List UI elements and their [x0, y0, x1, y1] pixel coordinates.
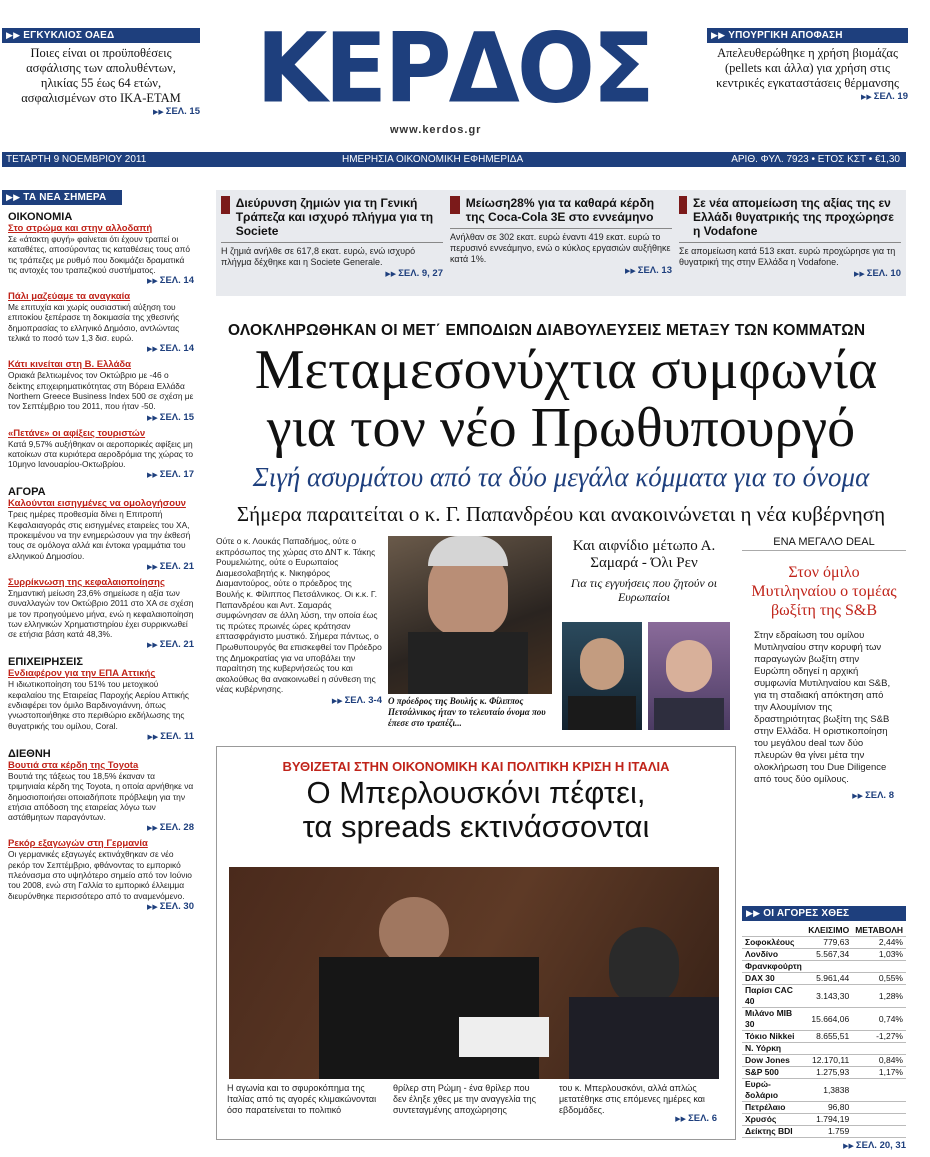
page-ref: ▶▶ ΣΕΛ. 8 [852, 790, 894, 801]
item-headline[interactable]: Στο στρώμα και στην αλλοδαπή [8, 223, 153, 234]
italy-text-col-3: του κ. Μπερλουσκόνι, αλλά απλώς μετατέθηκε στις επόμενες ημέρες και εβδομάδες. [559, 1083, 705, 1115]
deal-story[interactable] [742, 536, 906, 801]
market-change: 0,74% [852, 1008, 906, 1031]
side-title: Και αιφνίδιο μέτωπο Α. Σαμαρά - Όλι Ρεν [572, 538, 716, 571]
item-text: Τρεις ημέρες προθεσμία δίνει η Επιτροπή Κεφαλαιαγοράς στις εισηγμένες εταιρείες του ΧΑ, προκειμένου να την ενημερώσουν για την έκθεσή τους σε ομόλογα αλλά και έντοκα γραμμάτια του ελληνικού Δημοσίου. [8, 509, 191, 561]
paper-subtitle: ΗΜΕΡΗΣΙΑ ΟΙΚΟΝΟΜΙΚΗ ΕΦΗΜΕΡΙΔΑ [342, 154, 524, 165]
lead-deck: Σήμερα παραιτείται ο κ. Γ. Παπανδρέου και ανακοινώνεται η νέα κυβέρνηση [236, 502, 886, 526]
market-close [805, 1043, 852, 1055]
lead-kicker: ΟΛΟΚΛΗΡΩΘΗΚΑΝ ΟΙ ΜΕΤ΄ ΕΜΠΟΔΙΩΝ ΔΙΑΒΟΥΛΕΥΣΕΙΣ ΜΕΤΑΞΥ ΤΩΝ ΚΟΜΜΑΤΩΝ [228, 322, 866, 339]
masthead-title: ΚΕΡΔΟΣ [256, 12, 652, 125]
issue-date: ΤΕΤΑΡΤΗ 9 ΝΟΕΜΒΡΙΟΥ 2011 [6, 154, 147, 165]
box-marker-icon [450, 196, 460, 214]
market-change: 1,03% [852, 949, 906, 961]
box-title: Μείωση28% για τα καθαρά κέρδη της Coca-Cola 3E στο εννεάμηνο [465, 196, 655, 224]
box-text: Σε απομείωση κατά 513 εκατ. ευρώ προχώρησε για τη θυγατρική της στην Ελλάδα η Vodafone. [679, 242, 901, 268]
market-change: 0,84% [852, 1055, 906, 1067]
date-bar [2, 152, 906, 167]
italy-headline-2: τα spreads εκτινάσσονται [302, 809, 650, 844]
page-ref: ▶▶ ΣΕΛ. 3-4 [331, 694, 382, 706]
item-headline[interactable]: Κάτι κινείται στη Β. Ελλάδα [8, 359, 132, 371]
page-ref: ▶▶ ΣΕΛ. 14 [146, 343, 194, 355]
side-subtitle: Για τις εγγυήσεις που ζητούν οι Ευρωπαίοι [570, 576, 718, 604]
markets-label: ▶▶ ΟΙ ΑΓΟΡΕΣ ΧΘΕΣ [742, 906, 906, 921]
page-ref: ▶▶ ΣΕΛ. 9, 27 [385, 268, 443, 279]
italy-kicker: ΒΥΘΙΖΕΤΑΙ ΣΤΗΝ ΟΙΚΟΝΟΜΙΚΗ ΚΑΙ ΠΟΛΙΤΙΚΗ ΚΡΙΣΗ Η ΙΤΑΛΙΑ [282, 759, 670, 774]
market-row [742, 1043, 906, 1055]
item-headline[interactable]: Πάλι μαζεύαμε τα αναγκαία [8, 291, 131, 303]
lead-body [216, 536, 382, 706]
petsalnikos-photo [388, 536, 552, 694]
website: www.kerdos.gr [390, 124, 482, 136]
italy-text-col-2: θρίλερ στη Ρώμη - ένα θρίλερ που δεν έληξε χθες με την αναγγελία της συντεταγμένης αποχώρησης [393, 1083, 536, 1115]
sidebar-item[interactable] [8, 359, 194, 422]
col-change: ΜΕΤΑΒΟΛΗ [852, 925, 906, 937]
page-ref: ▶▶ ΣΕΛ. 19 [860, 91, 908, 102]
sidebar-item[interactable] [8, 211, 194, 286]
page-ref: ▶▶ ΣΕΛ. 11 [147, 730, 194, 742]
market-row [742, 1079, 906, 1102]
market-close: 3.143,30 [805, 985, 852, 1008]
sidebar-item[interactable] [8, 291, 194, 354]
item-text: Με επιτυχία και χωρίς ουσιαστική αύξηση του επιτοκίου ξεπέρασε τη δοκιμασία της χθεσινής δημοπρασίας το ελληνικό Δημόσιο, αντλώντας τελικά το ποσό των 1,3 δισ. ευρώ. [8, 302, 180, 344]
item-text: Οριακά βελτιωμένος τον Οκτώβριο με -46 ο δείκτης επιχειρηματικότητας στη Βόρεια Ελλάδα Northern Greece Business Index 500 σε σχέση με τον Σεπτέμβριο του 2011, που ήταν -50. [8, 370, 194, 412]
sidebar-item[interactable] [8, 748, 194, 833]
market-name: Dow Jones [742, 1055, 805, 1067]
market-name: Παρίσι CAC 40 [742, 985, 805, 1008]
italy-text-col-1: Η αγωνία και το σφυροκόπημα της Ιταλίας από τις αγορές κλιμακώνονται όσο παρατείνεται το πολιτικό [227, 1083, 377, 1115]
lead-subhead: Σιγή ασυρμάτου από τα δύο μεγάλα κόμματα για το όνομα [252, 462, 870, 492]
market-close: 1,3838 [805, 1079, 852, 1102]
italy-headline-1: Ο Μπερλουσκόνι πέφτει, [306, 775, 646, 810]
page-ref: ▶▶ ΣΕΛ. 14 [146, 275, 194, 287]
market-change [852, 961, 906, 973]
page-ref: ▶▶ ΣΕΛ. 17 [146, 469, 194, 481]
deal-title: Στον όμιλο Μυτιληναίου ο τομέας βωξίτη της S&B [751, 564, 897, 619]
deal-text: Στην εδραίωση του ομίλου Μυτιληναίου στην κορυφή των παραγωγών βωξίτη στην Ευρώπη οδηγεί η αρχική συμφωνία Μυτιληναίου και S&B, για τη σταδιακή απόκτηση από την Αλουμίνιον της δραστηριότητας βωξίτη της S&B στην Ελλάδα. Η οριστικοποίηση του μεγάλου deal των δύο πλευρών θα γίνει μέτα την ολοκλήρωση του Due Diligence από τους δύο ομίλους. [754, 630, 891, 785]
market-change: 2,44% [852, 937, 906, 949]
italy-story[interactable] [216, 746, 736, 1140]
photo-caption: Ο πρόεδρος της Βουλής κ. Φίλιππος Πετσάλνικος ήταν το τελευταίο όνομα που έπεσε στο τραπέζι... [388, 696, 546, 728]
market-close: 779,63 [805, 937, 852, 949]
market-row [742, 1031, 906, 1043]
item-headline[interactable]: Καλούνται εισηγμένες να ομολογήσουν [8, 498, 186, 510]
market-name: DAX 30 [742, 973, 805, 985]
market-close: 1.275,93 [805, 1067, 852, 1079]
teaser-text: Ποιες είναι οι προϋποθέσεις ασφάλισης των απολυθέντων, ηλικίας 55 έως 64 ετών, ασφαλισμένων στο ΙΚΑ-ΕΤΑΜ [21, 46, 181, 105]
lead-text: Ούτε ο κ. Λουκάς Παπαδήμος, ούτε ο εκπρόσωπος της χώρας στο ΔΝΤ κ. Τάκης Ρουμελιώτης, ούτε ο Ευρωπαίος Διαμεσολαβητής κ. Νικηφόρος Διαμαντούρος, ούτε ο πρόεδρος της Βουλής κ. Φίλιππος Πετσάλνικος. Οι κ.κ. Γ. Παπανδρέου και Αντ. Σαμαράς συμφώνησαν σε άλλη λύση, την οποία έως τις πρώτες πρωινές ώρες κράτησαν επτασφράγιστο μυστικό. Σήμερα πάντως, ο Πρωθυπουργός θα επισκεφθεί τον Πρόεδρο της Δημοκρατίας για να υποβάλει την παραίτηση της κυβερνήσεώς του και ακολούθως θα ανακοινωθεί η σύνθεση της νέας κυβέρνησης. [216, 536, 382, 695]
arrow-icon: ▶▶ [6, 193, 21, 203]
sidebar-item[interactable] [8, 577, 194, 650]
market-name: Φρανκφούρτη [742, 961, 805, 973]
market-name: S&P 500 [742, 1067, 805, 1079]
berlusconi-photo [229, 867, 719, 1079]
market-change [852, 1102, 906, 1114]
item-text: Σε «άτακτη φυγή» φαίνεται ότι έχουν τραπεί οι καταθέτες, αποσύροντας τις καταθέσεις τους από τις τράπεζες με ρυθμό που δοκιμάζει δραματικά τις αντοχές του τραπεζικού συστήματος. [8, 234, 191, 275]
item-headline[interactable]: Βουτιά στα κέρδη της Toyota [8, 759, 139, 771]
box-marker-icon [221, 196, 230, 214]
market-close: 1.794,19 [805, 1114, 852, 1126]
lead-headline-2[interactable]: για τον νέο Πρωθυπουργό [266, 397, 856, 459]
lead-headline-1[interactable]: Μεταμεσονύχτια συμφωνία [254, 339, 878, 401]
box-marker-icon [679, 196, 687, 214]
market-row [742, 1055, 906, 1067]
market-row [742, 1114, 906, 1126]
market-name: Ν. Υόρκη [742, 1043, 805, 1055]
page-ref: ▶▶ ΣΕΛ. 21 [146, 560, 194, 572]
sidebar-item[interactable] [8, 486, 194, 571]
market-name: Σοφοκλέους [742, 937, 805, 949]
market-change: 1,28% [852, 985, 906, 1008]
market-row [742, 937, 906, 949]
item-headline[interactable]: Ενδιαφέρον για την ΕΠΑ Αττικής [8, 668, 156, 680]
market-name: Τόκιο Nikkei [742, 1031, 805, 1043]
section-heading: ΑΓΟΡΑ [8, 486, 46, 499]
teaser-label: ▶▶ ΕΓΚΥΚΛΙΟΣ ΟΑΕΔ [2, 28, 200, 43]
market-row [742, 961, 906, 973]
item-headline[interactable]: «Πετάνε» οι αφίξεις τουριστών [8, 427, 146, 439]
market-name: Ευρώ-δολάριο [742, 1079, 805, 1102]
sidebar-item[interactable] [8, 428, 194, 481]
page-ref: ▶▶ ΣΕΛ. 20, 31 [843, 1140, 906, 1151]
page-ref: ▶▶ ΣΕΛ. 15 [146, 411, 194, 423]
issue-number: ΑΡΙΘ. ΦΥΛ. 7923 • ΕΤΟΣ ΚΣΤ • €1,30 [731, 154, 900, 165]
markets-grid [742, 925, 906, 1138]
market-row [742, 985, 906, 1008]
sidebar-label: ▶▶ ΤΑ ΝΕΑ ΣΗΜΕΡΑ [2, 190, 122, 205]
market-close: 1.759 [805, 1126, 852, 1138]
sidebar-item[interactable] [8, 838, 194, 911]
market-close: 5.961,44 [805, 973, 852, 985]
box-title: Διεύρυνση ζημιών για τη Γενική Τράπεζα και ισχυρό πλήγμα για τη Societe [235, 196, 434, 238]
market-close: 5.567,34 [805, 949, 852, 961]
section-heading: ΟΙΚΟΝΟΜΙΑ [8, 211, 73, 223]
market-change: 0,55% [852, 973, 906, 985]
top-boxes [216, 190, 906, 296]
markets-table [742, 906, 906, 1151]
market-close: 15.664,06 [805, 1008, 852, 1031]
page-ref: ▶▶ ΣΕΛ. 21 [146, 639, 194, 651]
page-ref: ▶▶ ΣΕΛ. 15 [152, 106, 200, 117]
page-ref: ▶▶ ΣΕΛ. 10 [853, 268, 901, 279]
box-text: Ανήλθαν σε 302 εκατ. ευρώ έναντι 419 εκατ. ευρώ το περυσινό εννεάμηνο, ενώ ο κύκλος εργασιών αυξήθηκε κατά 1%. [450, 228, 672, 265]
item-text: Οι γερμανικές εξαγωγές εκτινάχθηκαν σε νέο ρεκόρ τον Σεπτέμβριο, φθάνοντας το εμπορικό πλεόνασμα στο υψηλότερο σημείο από τον Ιούνιο του 2008, ενώ στη Γαλλία το εμπορικό έλλειμμα διευρύνθηκε περισσότερο από το αναμενόμενο. [8, 849, 192, 901]
item-headline[interactable]: Ρεκόρ εξαγωγών στη Γερμανία [8, 838, 148, 850]
sidebar-item[interactable] [8, 656, 194, 741]
section-heading: ΕΠΙΧΕΙΡΗΣΕΙΣ [8, 656, 83, 669]
market-name: Μιλάνο MIB 30 [742, 1008, 805, 1031]
market-change [852, 1114, 906, 1126]
market-row [742, 973, 906, 985]
market-row [742, 1102, 906, 1114]
market-row [742, 1126, 906, 1138]
market-close: 96,80 [805, 1102, 852, 1114]
item-text: Σημαντική μείωση 23,6% σημείωσε η αξία των συναλλαγών τον Οκτώβριο 2011 στο ΧΑ σε σχέση με τον προηγούμενο μήνα, ενώ η κεφαλαιοποίηση των ελληνικών Χρηματιστηρίου έχει συρρικνωθεί σε ετήσια βάση κατά 48,3%. [8, 587, 194, 640]
item-text: Κατά 9,57% αυξήθηκαν οι αεροπορικές αφίξεις μη κατοίκων στα κυριότερα αεροδρόμια της χώρας το 10μηνο Ιανουαρίου-Οκτωβρίου. [8, 438, 193, 470]
section-heading: ΔΙΕΘΝΗ [8, 747, 51, 760]
box-text: Η ζημιά ανήλθε σε 617,8 εκατ. ευρώ, ενώ ισχυρό πλήγμα δέχθηκε και η Societe Generale. [221, 242, 443, 268]
market-close [805, 961, 852, 973]
page-ref: ▶▶ ΣΕΛ. 28 [146, 822, 194, 834]
market-name: Πετρέλαιο [742, 1102, 805, 1114]
deal-label: ΕΝΑ ΜΕΓΑΛΟ DEAL [742, 536, 906, 551]
market-name: Λονδίνο [742, 949, 805, 961]
arrow-icon: ▶▶ [711, 31, 726, 41]
market-close: 8.655,51 [805, 1031, 852, 1043]
market-row [742, 1008, 906, 1031]
market-change [852, 1126, 906, 1138]
box-title: Σε νέα απομείωση της αξίας της εν Ελλάδι θυγατρικής της προχώρησε η Vodafone [692, 196, 894, 238]
page-ref: ▶▶ ΣΕΛ. 13 [624, 265, 672, 276]
news-box[interactable] [450, 196, 672, 276]
top-right-teaser[interactable] [707, 28, 908, 102]
rehn-photo [648, 622, 730, 730]
item-text: Βουτιά της τάξεως του 18,5% έκαναν τα τριμηνιαία κέρδη της Toyota, η οποία αρνήθηκε να δημοσιοποιήσει οποιαδήποτε πρόβλεψη για την ετήσια απόδοση της εταιρείας λόγω των αστάθμητων παραγόντων. [8, 770, 194, 823]
news-box[interactable] [679, 196, 901, 279]
teaser-label: ▶▶ ΥΠΟΥΡΓΙΚΗ ΑΠΟΦΑΣΗ [707, 28, 908, 43]
market-change [852, 1079, 906, 1102]
item-text: Η ιδιωτικοποίηση του 51% του μετοχικού κεφαλαίου της Εταιρείας Παροχής Αερίου Αττικής ενδιαφέρει τον όμιλο Βαρδινογιάννη, όπως γνωστοποιήθηκε στο περιθώριο εκδήλωσης της θυγατρικής του ομίλου, Coral. [8, 679, 189, 731]
news-box[interactable] [221, 196, 443, 279]
market-close: 12.170,11 [805, 1055, 852, 1067]
market-change [852, 1043, 906, 1055]
item-headline[interactable]: Συρρίκνωση της κεφαλαιοποίησης [8, 576, 165, 588]
market-change: 1,17% [852, 1067, 906, 1079]
teaser-text: Απελευθερώθηκε η χρήση βιομάζας (pellets και άλλα) για χρήση στις κεντρικές εγκαταστάσεις θέρμανσης [716, 46, 899, 90]
market-name: Χρυσός [742, 1114, 805, 1126]
arrow-icon: ▶▶ [6, 31, 21, 41]
top-left-teaser[interactable] [2, 28, 200, 117]
market-row [742, 949, 906, 961]
market-row [742, 1067, 906, 1079]
sidebar-news [2, 190, 200, 912]
page-ref: ▶▶ ΣΕΛ. 6 [675, 1113, 717, 1124]
market-change: -1,27% [852, 1031, 906, 1043]
arrow-icon: ▶▶ [746, 909, 761, 919]
page-ref: ▶▶ ΣΕΛ. 30 [146, 900, 194, 912]
samaras-photo [562, 622, 642, 730]
market-name: Δείκτης BDI [742, 1126, 805, 1138]
col-close: ΚΛΕΙΣΙΜΟ [805, 925, 852, 937]
